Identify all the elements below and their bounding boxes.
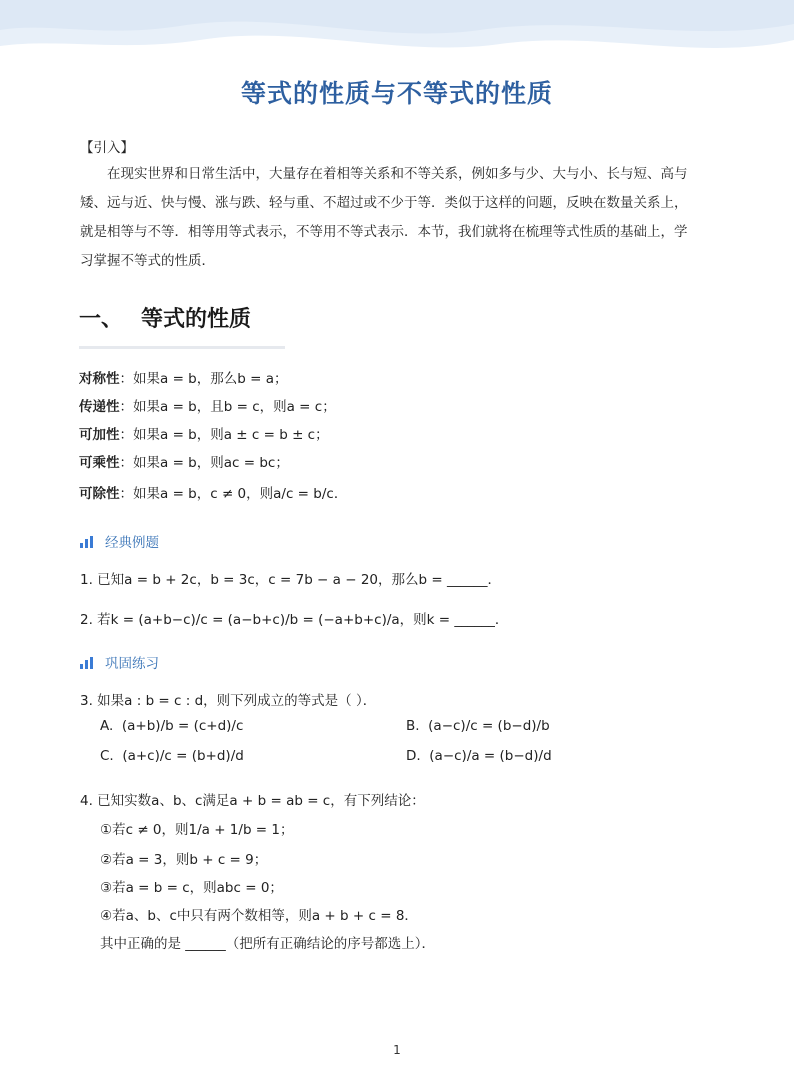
question-1: 1. 已知a = b + 2c，b = 3c，c = 7b − a − 20，那么b = ______． bbox=[80, 572, 501, 588]
page-number: 1 bbox=[393, 1043, 401, 1057]
question-2: 2. 若k = (a+b−c)/c = (a−b+c)/b = (−a+b+c)/a，则k = ______． bbox=[80, 612, 509, 628]
property-text: ：如果a = b，那么b = a； bbox=[119, 371, 288, 387]
option-text: (a+c)/c = (b+d)/d bbox=[122, 748, 244, 764]
intro-paragraph bbox=[80, 160, 720, 276]
conclusion-item: ③若a = b = c，则abc = 0； bbox=[100, 880, 283, 896]
property-additive: 可加性：如果a = b，则a ± c = b ± c； bbox=[79, 427, 329, 443]
option-text: (a+b)/b = (c+d)/c bbox=[121, 718, 244, 734]
option-text: (a−c)/a = (b−d)/d bbox=[429, 748, 552, 764]
section-heading bbox=[79, 302, 251, 333]
intro-label: 【引入】 bbox=[80, 140, 134, 156]
document-title: 等式的性质与不等式的性质 bbox=[240, 79, 553, 108]
question-4: 4. 已知实数a、b、c满足a + b = ab = c，有下列结论： bbox=[80, 793, 425, 809]
property-divisible: 可除性：如果a = b，c ≠ 0，则a/c = b/c． bbox=[79, 486, 348, 502]
section-title: 等式的性质 bbox=[141, 307, 252, 332]
intro-line: 就是相等与不等．相等用等式表示，不等用不等式表示．本节，我们就将在梳理等式性质的基础上，学 bbox=[80, 224, 688, 240]
conclusion-item: ①若c ≠ 0，则1/a + 1/b = 1； bbox=[100, 822, 294, 838]
option-d: D. (a−c)/a = (b−d)/d bbox=[406, 748, 552, 764]
conclusion-item: ④若a、b、c中只有两个数相等，则a + b + c = 8． bbox=[100, 908, 418, 924]
bar-chart-icon bbox=[80, 657, 96, 669]
property-symmetric: 对称性：如果a = b，那么b = a； bbox=[79, 371, 288, 387]
intro-line: 矮、远与近、快与慢、涨与跌、轻与重、不超过或不少于等．类似于这样的问题，反映在数量关系上， bbox=[80, 195, 688, 211]
property-multiplicative: 可乘性：如果a = b，则ac = bc； bbox=[79, 455, 289, 471]
property-text: ：如果a = b，且b = c，则a = c； bbox=[119, 399, 336, 415]
option-b: B. (a−c)/c = (b−d)/b bbox=[406, 718, 550, 734]
option-text: (a−c)/c = (b−d)/b bbox=[428, 718, 550, 734]
property-text: ：如果a = b，c ≠ 0，则a/c = b/c． bbox=[119, 486, 348, 502]
option-c: C. (a+c)/c = (b+d)/d bbox=[100, 748, 244, 764]
conclusion-item: ②若a = 3，则b + c = 9； bbox=[100, 852, 268, 868]
bar-chart-icon bbox=[80, 536, 96, 548]
header-wave-decoration bbox=[0, 0, 794, 62]
answer-line: 其中正确的是 ______（把所有正确结论的序号都选上）． bbox=[100, 936, 436, 952]
property-transitive: 传递性：如果a = b，且b = c，则a = c； bbox=[79, 399, 336, 415]
intro-line: 习掌握不等式的性质． bbox=[80, 253, 215, 269]
intro-line: 在现实世界和日常生活中，大量存在着相等关系和不等关系，例如多与少、大与小、长与短、高与 bbox=[107, 166, 688, 182]
property-text: ：如果a = b，则a ± c = b ± c； bbox=[119, 427, 329, 443]
question-3: 3. 如果a : b = c : d，则下列成立的等式是（ ）． bbox=[80, 693, 377, 709]
option-a: A. (a+b)/b = (c+d)/c bbox=[100, 718, 244, 734]
section-underline bbox=[79, 346, 285, 349]
practice-heading: 巩固练习 bbox=[80, 652, 159, 672]
examples-heading: 经典例题 bbox=[80, 531, 159, 551]
section-number: 一、 bbox=[79, 307, 124, 332]
property-text: ：如果a = b，则ac = bc； bbox=[119, 455, 289, 471]
